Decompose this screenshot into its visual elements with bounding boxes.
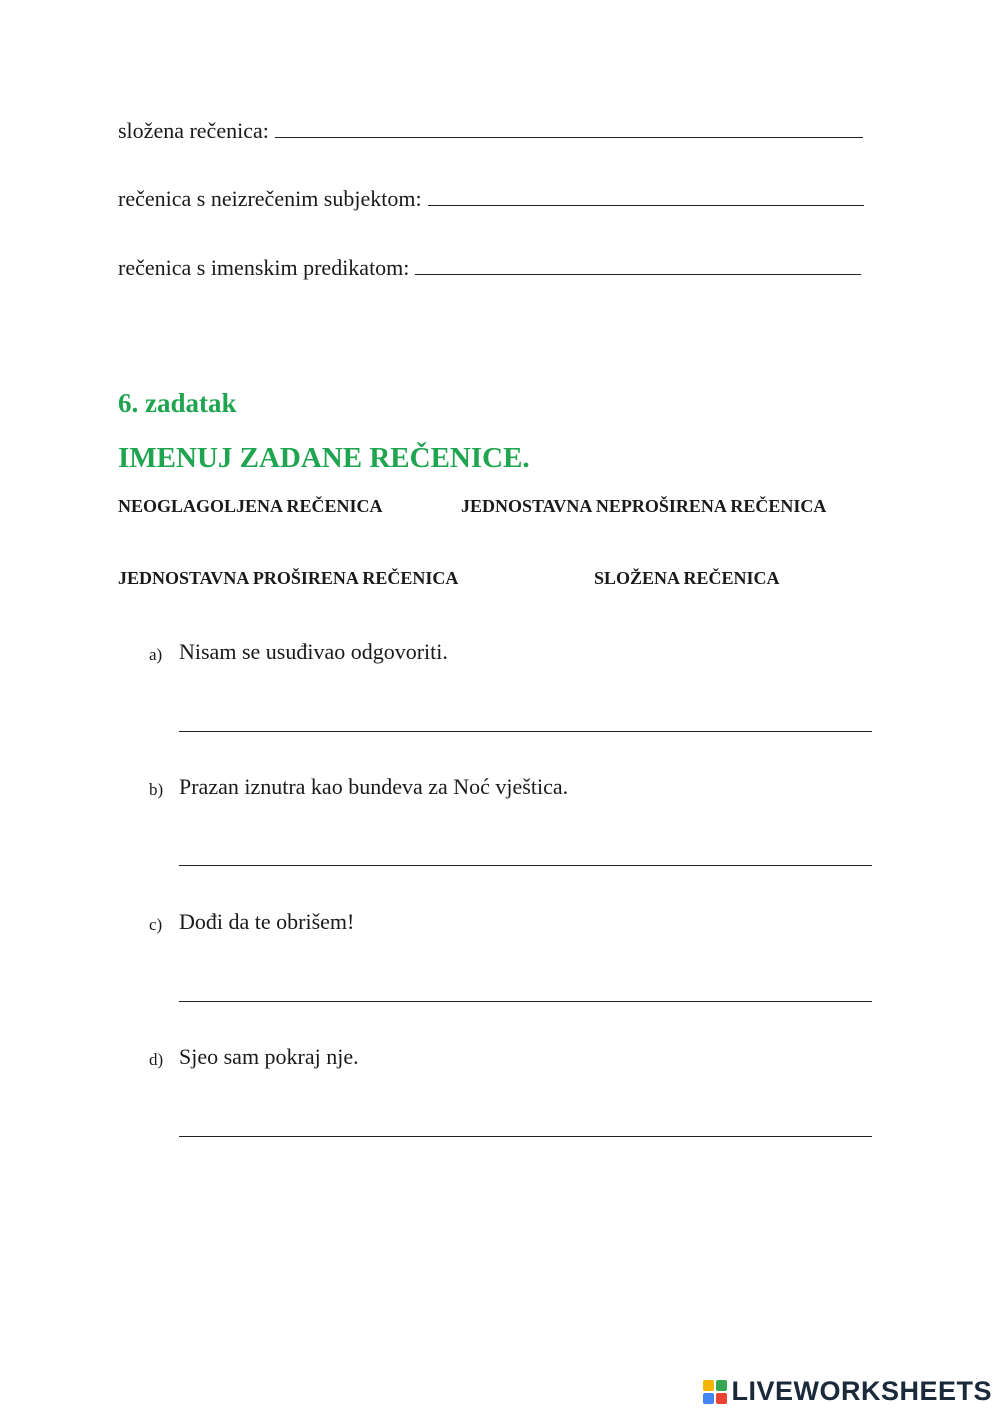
fill-row-complex-sentence — [118, 118, 863, 144]
option-jednostavna-prosirena: JEDNOSTAVNA PROŠIRENA REČENICA — [118, 568, 459, 588]
answer-line[interactable] — [179, 1001, 872, 1002]
liveworksheets-logo-icon — [703, 1380, 727, 1404]
answer-line[interactable] — [275, 119, 863, 138]
fill-label: rečenica s neizrečenim subjektom: — [118, 186, 422, 211]
item-letter: c) — [149, 915, 163, 934]
answer-line[interactable] — [179, 731, 872, 732]
liveworksheets-brand — [703, 1376, 992, 1407]
option-slozena: SLOŽENA REČENICA — [594, 568, 780, 588]
logo-tile — [703, 1380, 714, 1391]
fill-row-nominal-predicate — [118, 255, 861, 281]
item-letter: d) — [149, 1050, 164, 1069]
item-text: Nisam se usuđivao odgovoriti. — [179, 639, 448, 664]
option-jednostavna-neprosirena: JEDNOSTAVNA NEPROŠIRENA REČENICA — [461, 496, 827, 516]
option-neoglagoljena: NEOGLAGOLJENA REČENICA — [118, 496, 383, 516]
item-text: Dođi da te obrišem! — [179, 909, 355, 934]
item-text: Prazan iznutra kao bundeva za Noć vještica. — [179, 774, 569, 799]
item-text: Sjeo sam pokraj nje. — [179, 1044, 359, 1069]
answer-line[interactable] — [415, 256, 861, 275]
fill-label: složena rečenica: — [118, 118, 269, 143]
answer-line[interactable] — [428, 187, 864, 206]
logo-tile — [716, 1380, 727, 1391]
item-letter: a) — [149, 645, 163, 664]
answer-line[interactable] — [179, 1136, 872, 1137]
fill-label: rečenica s imenskim predikatom: — [118, 255, 410, 280]
logo-tile — [703, 1393, 714, 1404]
item-letter: b) — [149, 780, 164, 799]
fill-row-unexpressed-subject — [118, 186, 864, 212]
logo-tile — [716, 1393, 727, 1404]
task-number: 6. zadatak — [118, 388, 237, 418]
answer-line[interactable] — [179, 865, 872, 866]
brand-name: LIVEWORKSHEETS — [731, 1376, 992, 1406]
task-title: IMENUJ ZADANE REČENICE. — [118, 442, 530, 474]
